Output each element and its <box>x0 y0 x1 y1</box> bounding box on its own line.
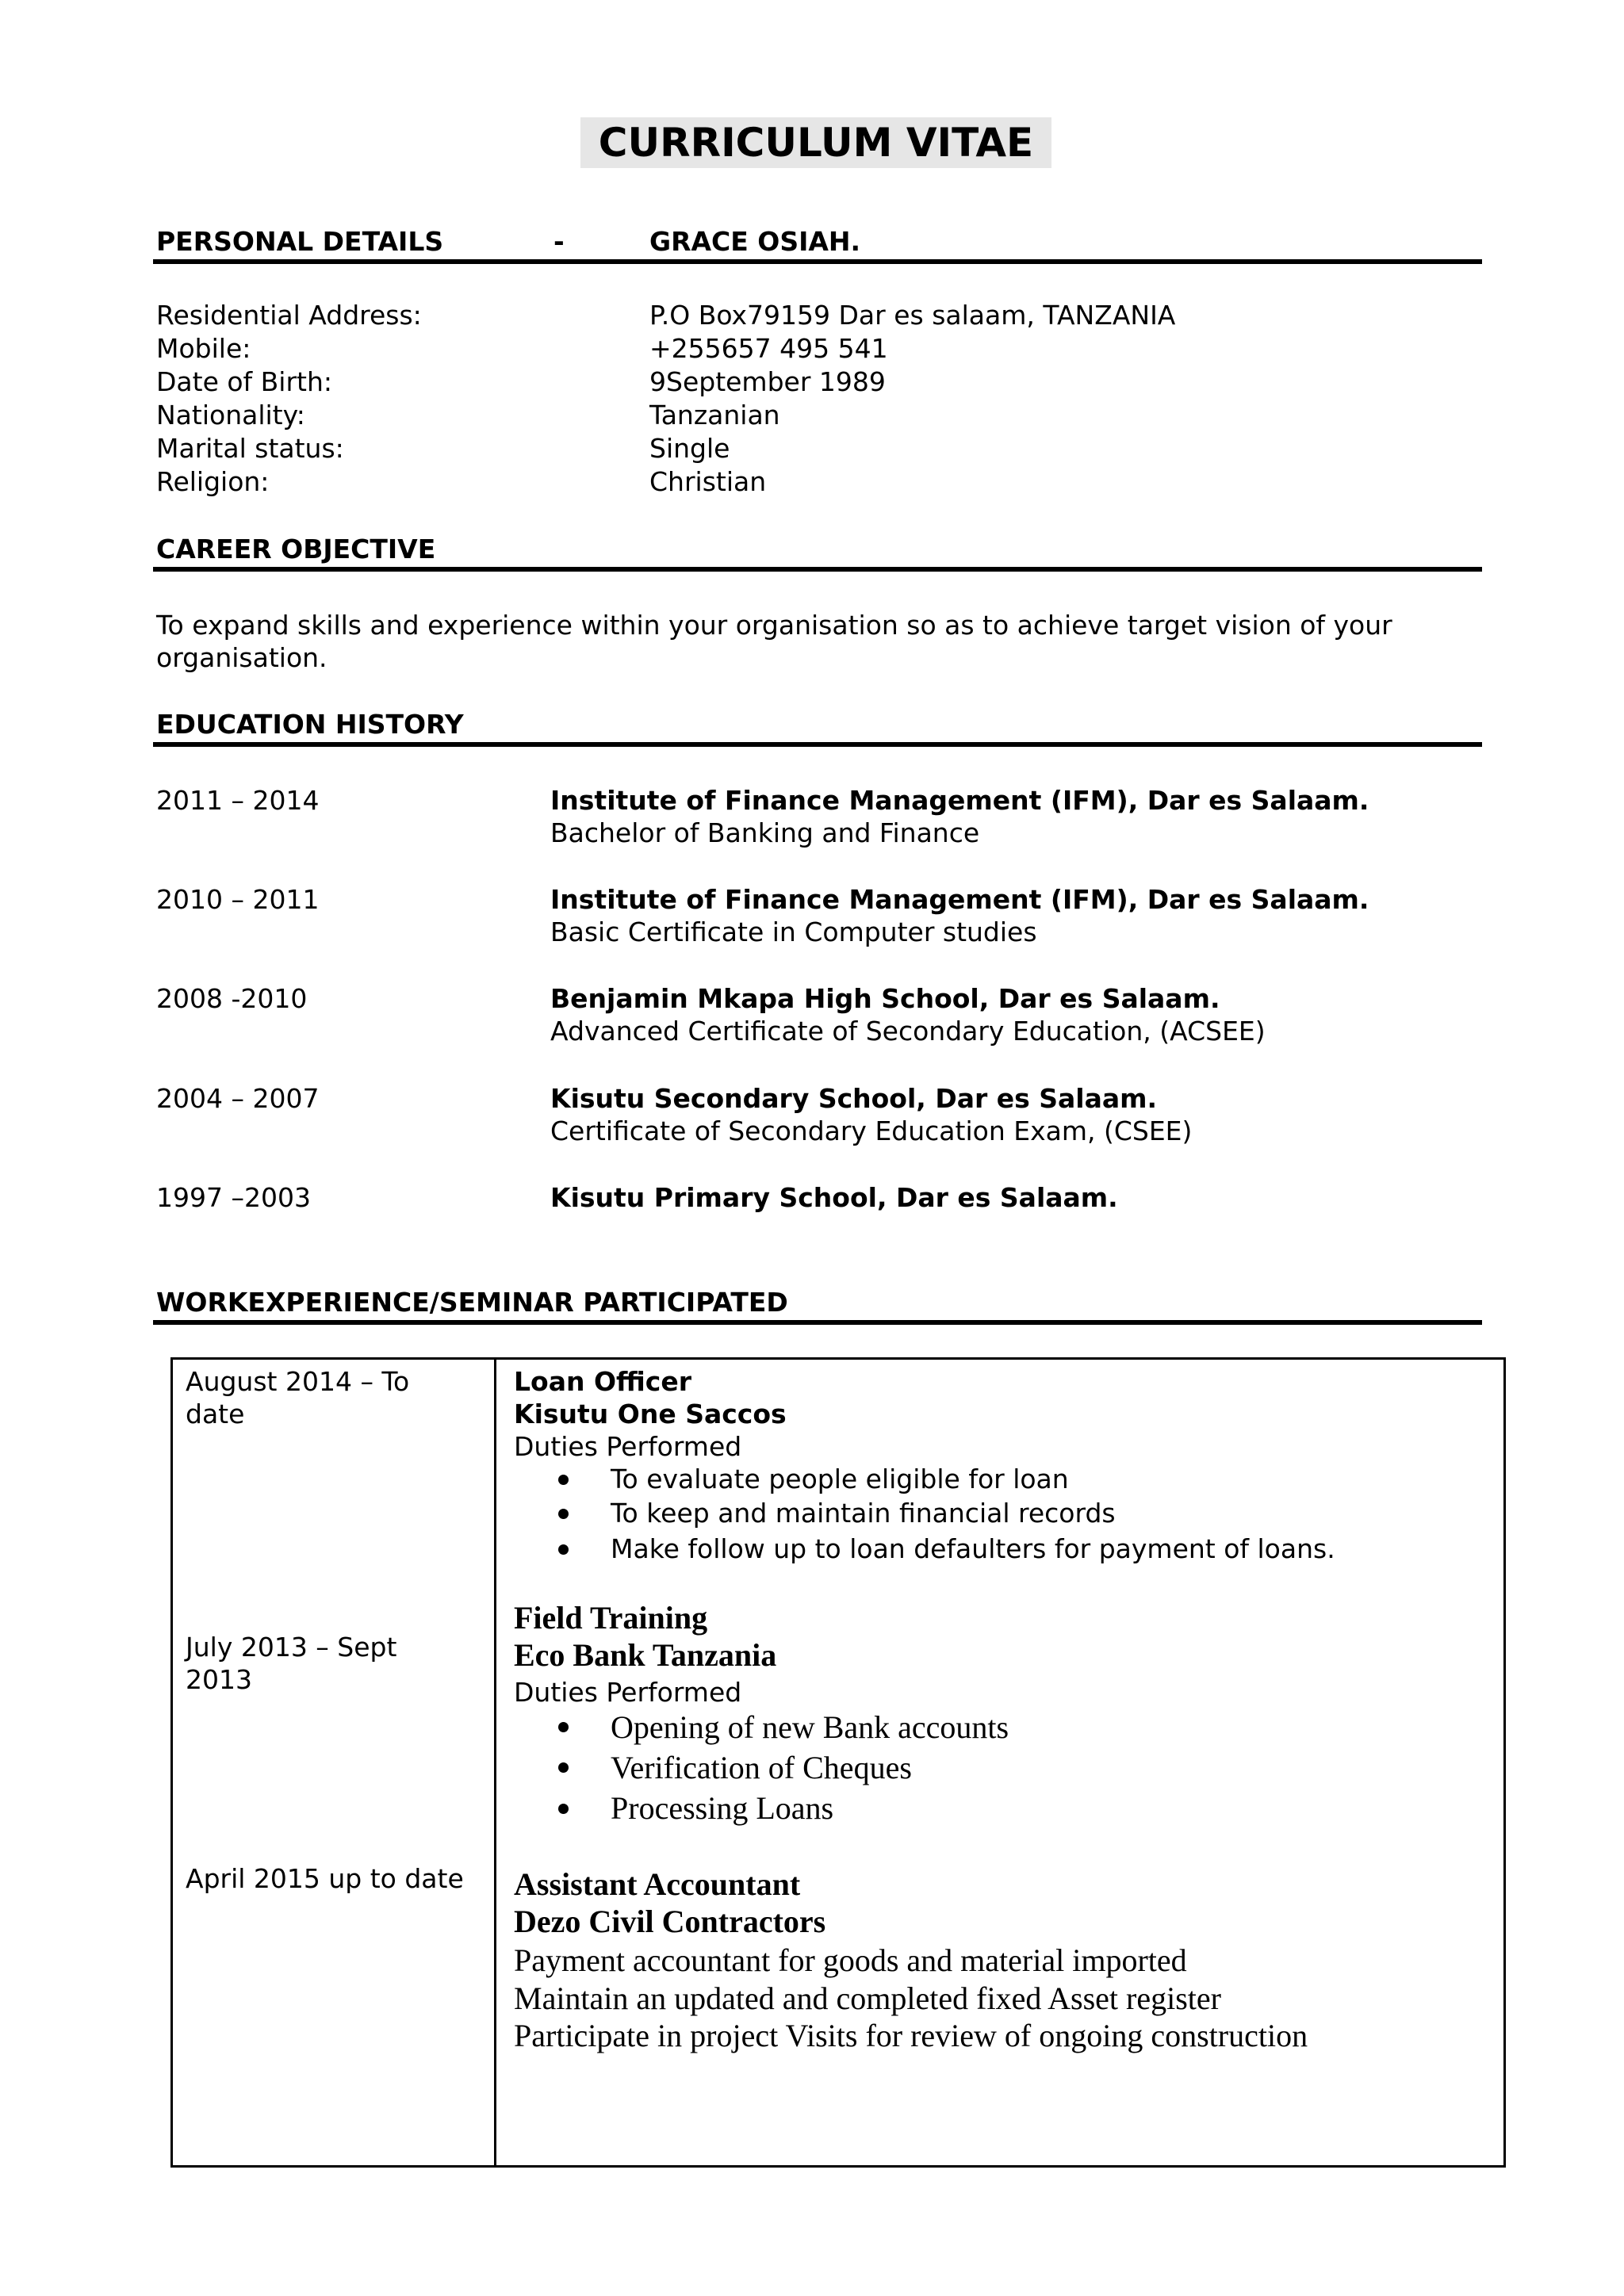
duties-label: Duties Performed <box>514 1677 742 1708</box>
personal-row <box>156 299 1473 332</box>
career-objective-heading: CAREER OBJECTIVE <box>156 534 436 564</box>
personal-row <box>156 365 1473 399</box>
personal-value: P.O Box79159 Dar es salaam, TANZANIA <box>649 300 1176 331</box>
education-years: 2010 – 2011 <box>156 884 320 915</box>
duty-item: To evaluate people eligible for loan <box>611 1464 1069 1494</box>
objective-text-line: organisation. <box>156 642 327 673</box>
section-rule <box>153 259 1482 264</box>
personal-value: Christian <box>649 466 767 497</box>
table-column-divider <box>494 1357 496 2168</box>
personal-details-dash: - <box>553 226 565 257</box>
personal-label: Marital status: <box>156 433 344 464</box>
duties-label: Duties Performed <box>514 1431 742 1462</box>
duty-item: Participate in project Visits for review of ongoing construction <box>514 2018 1308 2053</box>
education-award: Bachelor of Banking and Finance <box>550 817 980 848</box>
work-period: July 2013 – Sept <box>186 1632 397 1663</box>
work-experience-heading: WORKEXPERIENCE/SEMINAR PARTICIPATED <box>156 1287 788 1318</box>
section-rule <box>153 742 1482 747</box>
education-years: 2008 -2010 <box>156 983 308 1014</box>
duty-item: Make follow up to loan defaulters for payment of loans. <box>611 1533 1335 1564</box>
education-institution: Institute of Finance Management (IFM), Dar es Salaam. <box>550 785 1369 816</box>
personal-row <box>156 432 1473 465</box>
work-organisation: Kisutu One Saccos <box>514 1399 787 1429</box>
personal-details-heading: PERSONAL DETAILS <box>156 226 444 257</box>
work-period: April 2015 up to date <box>186 1863 464 1894</box>
section-rule <box>153 1320 1482 1325</box>
duty-item: Payment accountant for goods and material imported <box>514 1942 1187 1978</box>
education-institution: Institute of Finance Management (IFM), Dar es Salaam. <box>550 884 1369 915</box>
personal-row <box>156 332 1473 365</box>
personal-row <box>156 465 1473 499</box>
work-organisation: Dezo Civil Contractors <box>514 1904 826 1939</box>
education-institution: Kisutu Secondary School, Dar es Salaam. <box>550 1083 1158 1114</box>
bullet-icon <box>555 1759 573 1777</box>
education-years: 2011 – 2014 <box>156 785 320 816</box>
bullet-icon <box>555 1541 573 1559</box>
personal-value: 9September 1989 <box>649 366 886 397</box>
education-years: 1997 –2003 <box>156 1182 311 1213</box>
education-heading: EDUCATION HISTORY <box>156 709 464 740</box>
personal-value: Tanzanian <box>649 400 780 430</box>
work-organisation: Eco Bank Tanzania <box>514 1637 777 1673</box>
objective-text-line: To expand skills and experience within your organisation so as to achieve target vision of your <box>156 610 1392 641</box>
work-period: August 2014 – To <box>186 1366 410 1397</box>
bullet-icon <box>555 1471 573 1489</box>
work-role: Field Training <box>514 1600 708 1636</box>
duty-item: Opening of new Bank accounts <box>611 1709 1009 1745</box>
education-years: 2004 – 2007 <box>156 1083 320 1114</box>
education-award: Basic Certificate in Computer studies <box>550 916 1037 947</box>
duty-item: To keep and maintain financial records <box>611 1498 1116 1529</box>
personal-label: Mobile: <box>156 333 251 364</box>
work-role: Assistant Accountant <box>514 1866 801 1902</box>
education-award: Advanced Certificate of Secondary Education, (ACSEE) <box>550 1016 1266 1047</box>
personal-value: Single <box>649 433 730 464</box>
bullet-icon <box>555 1719 573 1736</box>
duty-item: Processing Loans <box>611 1790 834 1826</box>
education-award: Certificate of Secondary Education Exam, (CSEE) <box>550 1115 1193 1146</box>
work-period: date <box>186 1399 245 1429</box>
education-institution: Kisutu Primary School, Dar es Salaam. <box>550 1182 1118 1213</box>
document-title: CURRICULUM VITAE <box>580 117 1051 168</box>
candidate-name: GRACE OSIAH. <box>649 226 861 257</box>
work-period: 2013 <box>186 1664 252 1695</box>
work-role: Loan Officer <box>514 1366 692 1397</box>
personal-label: Residential Address: <box>156 300 422 331</box>
personal-label: Date of Birth: <box>156 366 333 397</box>
personal-row <box>156 399 1473 432</box>
section-rule <box>153 567 1482 572</box>
personal-label: Nationality: <box>156 400 305 430</box>
duty-item: Verification of Cheques <box>611 1750 912 1785</box>
personal-value: +255657 495 541 <box>649 333 888 364</box>
bullet-icon <box>555 1506 573 1523</box>
personal-label: Religion: <box>156 466 270 497</box>
education-institution: Benjamin Mkapa High School, Dar es Salaam. <box>550 983 1220 1014</box>
duty-item: Maintain an updated and completed fixed Asset register <box>514 1980 1221 2016</box>
bullet-icon <box>555 1800 573 1818</box>
